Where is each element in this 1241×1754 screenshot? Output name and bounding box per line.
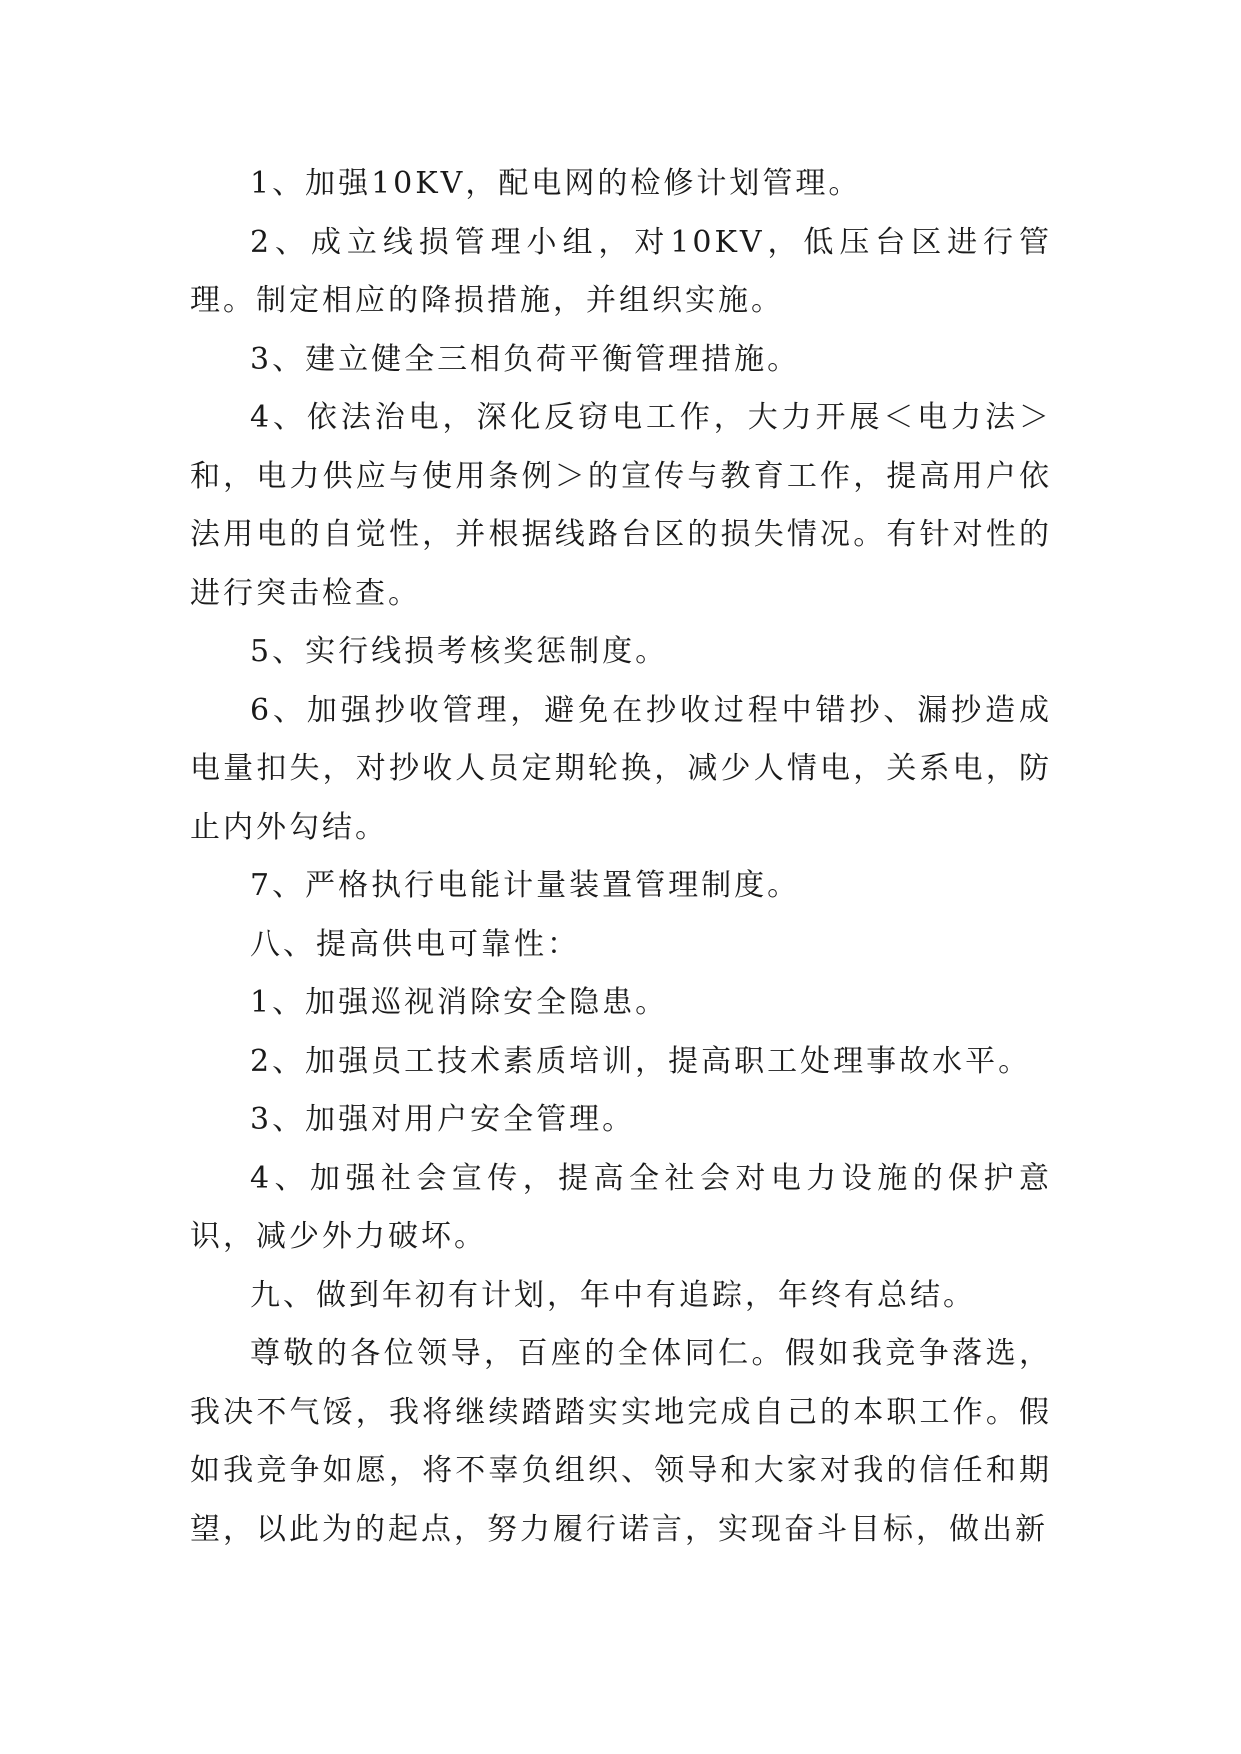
section-heading-9: 九、做到年初有计划，年中有追踪，年终有总结。	[250, 1277, 976, 1313]
paragraph-3: 3、建立健全三相负荷平衡管理措施。	[250, 341, 801, 377]
paragraph-8-2: 2、加强员工技术素质培训，提高职工处理事故水平。	[250, 1043, 1032, 1079]
section-heading-8: 八、提高供电可靠性：	[250, 926, 580, 962]
paragraph-8-3: 3、加强对用户安全管理。	[250, 1102, 636, 1137]
paragraph-7: 7、严格执行电能计量装置管理制度。	[250, 868, 801, 903]
paragraph-1: 1、加强10KV，配电网的检修计划管理。	[250, 166, 862, 201]
paragraph-6: 6、加强抄收管理，避免在抄收过程中错抄、漏抄造成电量扣失，对抄收人员定期轮换，减少人情电，关系电，防止内外勾结。	[190, 692, 1052, 845]
paragraph-8-1: 1、加强巡视消除安全隐患。	[250, 985, 669, 1020]
paragraph-8-4: 4、加强社会宣传，提高全社会对电力设施的保护意识，减少外力破坏。	[190, 1160, 1052, 1254]
closing-paragraph: 尊敬的各位领导，百座的全体同仁。假如我竞争落选，我决不气馁，我将继续踏踏实实地完成自己的本职工作。假如我竞争如愿，将不辜负组织、领导和大家对我的信任和期望，以此为的起点，努力履行诺言，实现奋斗目标，做出新	[190, 1336, 1052, 1547]
paragraph-5: 5、实行线损考核奖惩制度。	[250, 634, 669, 669]
document-body	[190, 155, 1052, 1559]
paragraph-2: 2、成立线损管理小组，对10KV，低压台区进行管理。制定相应的降损措施，并组织实施。	[190, 224, 1052, 318]
paragraph-4: 4、依法治电，深化反窃电工作，大力开展＜电力法＞和，电力供应与使用条例＞的宣传与教育工作，提高用户依法用电的自觉性，并根据线路台区的损失情况。有针对性的进行突击检查。	[190, 400, 1052, 611]
